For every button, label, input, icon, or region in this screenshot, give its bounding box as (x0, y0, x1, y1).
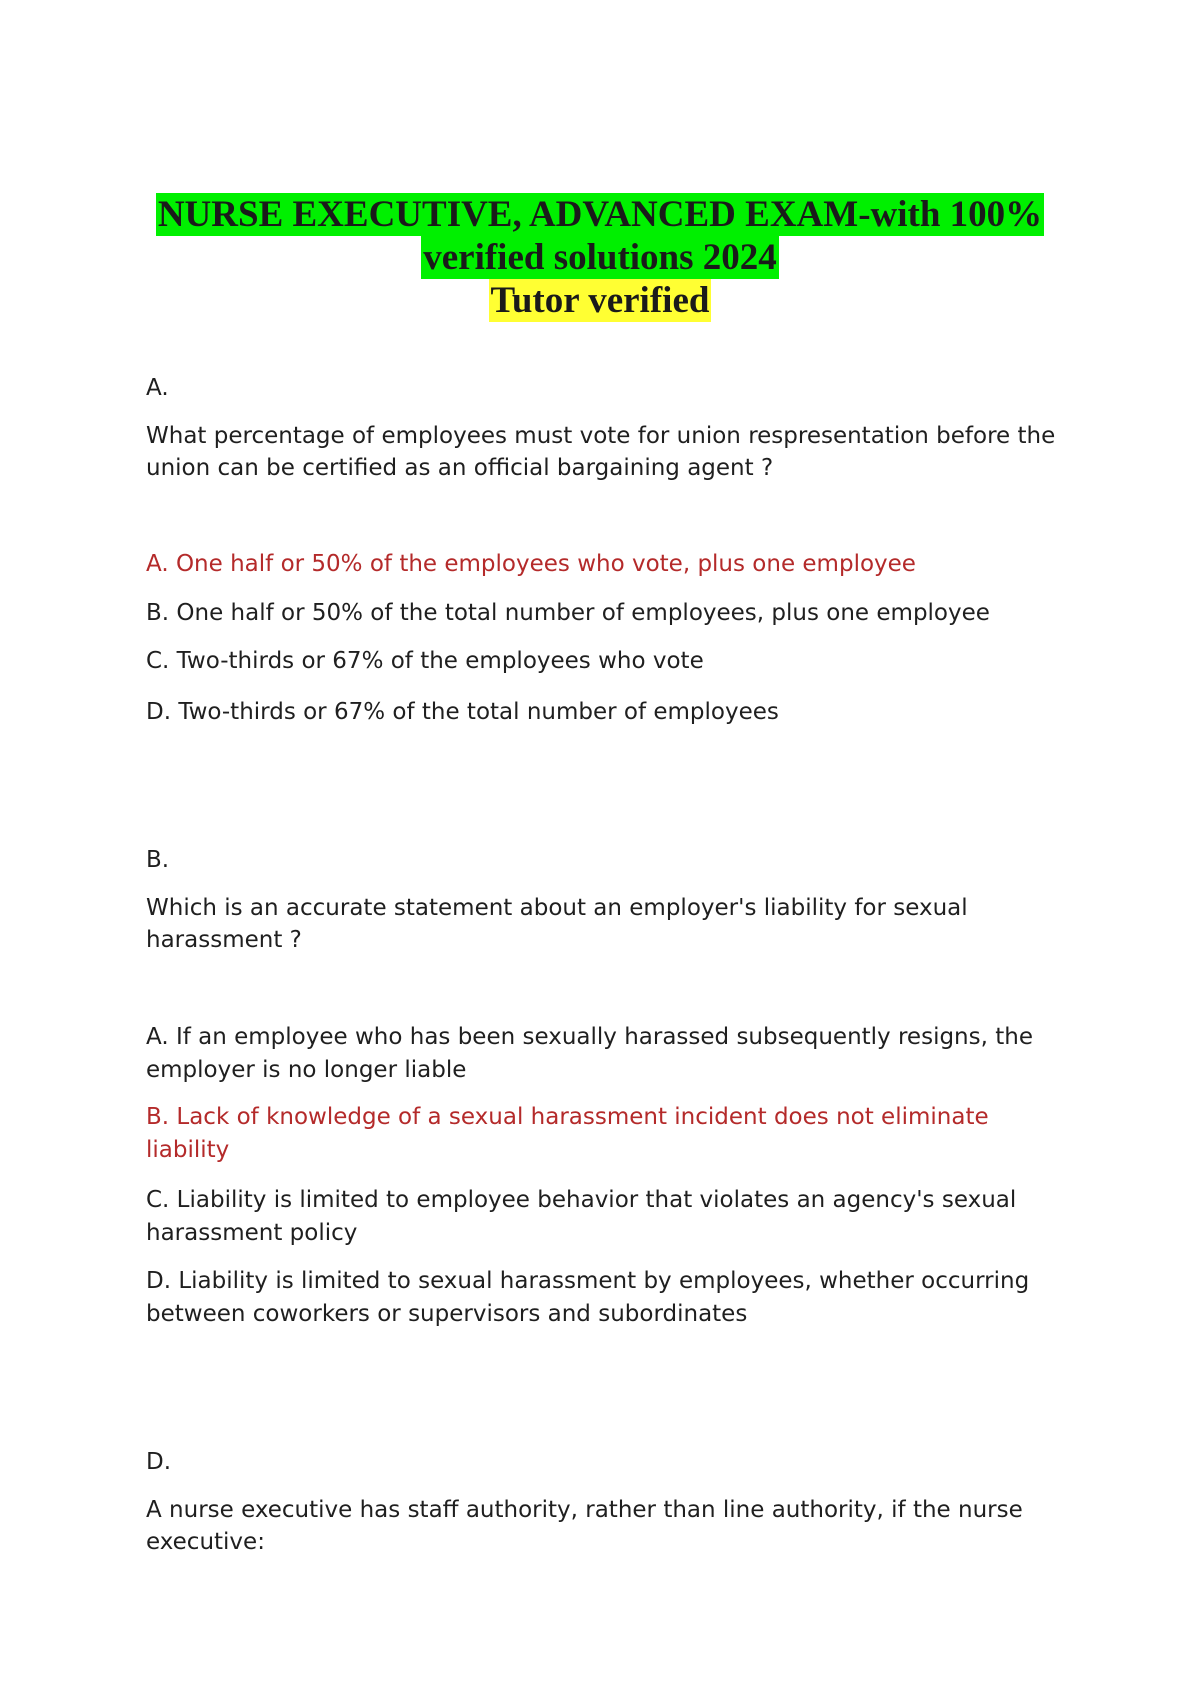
document-subtitle: Tutor verified (490, 280, 710, 321)
question-2-option-a: A. If an employee who has been sexually harassed subsequently resigns, the employer is no longer liable (146, 1024, 1033, 1083)
question-1-option-a: A. One half or 50% of the employees who vote, plus one employee (146, 551, 916, 577)
document-title-block (0, 193, 1200, 322)
question-3-answer-letter: D. (146, 1449, 172, 1475)
question-1-option-b: B. One half or 50% of the total number of employees, plus one employee (146, 600, 990, 626)
question-2-option-d: D. Liability is limited to sexual harassment by employees, whether occurring between coworkers or supervisors and subordinates (146, 1268, 1030, 1327)
question-1-option-d: D. Two-thirds or 67% of the total number of employees (146, 699, 779, 725)
question-2-option-c: C. Liability is limited to employee behavior that violates an agency's sexual harassment policy (146, 1187, 1017, 1246)
question-2-option-b: B. Lack of knowledge of a sexual harassment incident does not eliminate liability (146, 1104, 989, 1163)
document-title-line-1: NURSE EXECUTIVE, ADVANCED EXAM-with 100% (157, 194, 1043, 235)
question-3-text: A nurse executive has staff authority, rather than line authority, if the nurse executive: (146, 1497, 1023, 1555)
question-1-text: What percentage of employees must vote for union respresentation before the union can be certified as an official bargaining agent ? (146, 423, 1056, 481)
question-1-answer-letter: A. (146, 375, 169, 401)
question-2-text: Which is an accurate statement about an employer's liability for sexual harassment ? (146, 895, 968, 953)
document-title-line-2: verified solutions 2024 (423, 237, 777, 278)
question-2-answer-letter: B. (146, 847, 170, 873)
question-1-option-c: C. Two-thirds or 67% of the employees who vote (146, 648, 704, 674)
